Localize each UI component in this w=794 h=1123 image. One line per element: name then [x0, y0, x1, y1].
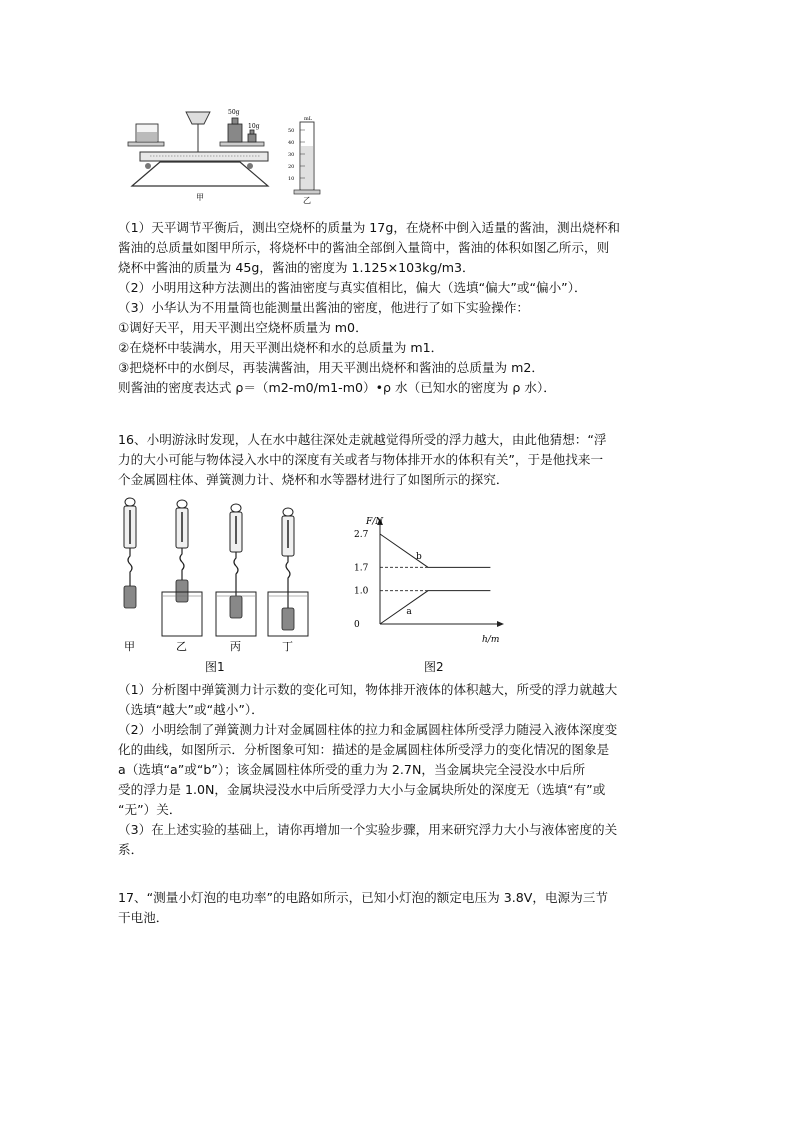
- spring-scale-yi: [162, 500, 202, 636]
- weight-50g: [228, 124, 242, 142]
- balance-beam: [140, 152, 268, 161]
- curve-label-b: b: [416, 552, 422, 562]
- spring-scale-jia: [124, 498, 136, 608]
- svg-text:50: 50: [288, 128, 295, 134]
- fig2-caption: 图2: [424, 660, 444, 674]
- balance-cylinder-figure: [120, 104, 340, 204]
- spring-scale-bing: [216, 504, 256, 636]
- spring-scale-ding: [268, 508, 308, 636]
- q16-intro: 16、小明游泳时发现，人在水中越往深处走就越觉得所受的浮力越大，由此他猜想：“浮 力的大小可能与物体浸入水中的深度有关或者与物体排开水的体积有关”，于是他找来一 个金属圆柱体、弹簧测力计、烧杯和水等器材进行了如图所示的探究．: [118, 432, 607, 487]
- svg-text:20: 20: [288, 164, 295, 170]
- svg-text:10: 10: [288, 176, 295, 182]
- label-jia: 甲: [124, 640, 135, 653]
- cylinder-unit: mL: [304, 116, 313, 122]
- series-line-b: [380, 534, 490, 567]
- label-jia: 甲: [196, 193, 204, 202]
- y-tick-label: 0: [354, 620, 360, 630]
- x-axis-label: h/m: [482, 635, 500, 645]
- label-yi: 乙: [303, 196, 311, 204]
- label-bing: 丙: [230, 640, 241, 653]
- svg-text:40: 40: [288, 140, 295, 146]
- weight-50g-label: 50g: [228, 109, 240, 116]
- spring-scale-figure: [118, 496, 318, 656]
- y-axis-label: F/N: [366, 517, 384, 527]
- curve-label-a: a: [406, 607, 412, 617]
- q15-text: （1）天平调节平衡后，测出空烧杯的质量为 17g，在烧杯中倒入适量的酱油，测出烧杯和 酱油的总质量如图甲所示，将烧杯中的酱油全部倒入量筒中，酱油的体积如图乙所示，则 烧杯中酱油的质量为 45g，酱油的密度为 1.125×103kg/m3． （2）小明用这种方法测出的酱油密度与真实值相比，偏大（选填“偏大”或“偏小”）． （3）小华认为不用量筒也能测量出酱油的密度，他进行了如下实验操作： ①调好天平，用天平测出空烧杯质量为 m0． ②在烧杯中装满水，用天平测出烧杯和水的总质量为 m1． ③把烧杯中的水倒尽，再装满酱油，用天平测出烧杯和酱油的总质量为 m2． 则酱油的密度表达式 ρ＝（m2-m0/m1-m0）•ρ 水（已知水的密度为 ρ 水）．: [118, 220, 621, 395]
- q17-text: 17、“测量小灯泡的电功率”的电路如所示，已知小灯泡的额定电压为 3.8V，电源为三节 干电池．: [118, 890, 608, 925]
- series-line-a: [380, 591, 490, 624]
- svg-text:30: 30: [288, 152, 295, 158]
- y-tick-label: 1.7: [354, 563, 369, 574]
- weight-10g-label: 10g: [248, 123, 260, 130]
- label-yi: 乙: [176, 640, 187, 653]
- y-tick-label: 1.0: [354, 586, 369, 597]
- q16-answers: （1）分析图中弹簧测力计示数的变化可知，物体排开液体的体积越大，所受的浮力就越大 （选填“越大”或“越小”）． （2）小明绘制了弹簧测力计对金属圆柱体的拉力和金属圆柱体所受浮力随浸入液体深度变 化的曲线，如图所示．分析图象可知：描述的是金属圆柱体所受浮力的变化情况的图象是 a（选填“a”或“b”）；该金属圆柱体所受的重力为 2.7N，当金属块完全浸没水中后所 受的浮力是 1.0N，金属块浸没水中后所受浮力大小与金属块所处的深度无（选填“有”或 “无”）关． （3）在上述实验的基础上，请你再增加一个实验步骤，用来研究浮力大小与液体密度的关 系．: [118, 682, 618, 857]
- force-depth-chart: [350, 512, 510, 652]
- y-tick-label: 2.7: [354, 530, 369, 540]
- fig1-caption: 图1: [205, 660, 225, 674]
- weight-10g: [248, 134, 256, 142]
- label-ding: 丁: [282, 640, 293, 653]
